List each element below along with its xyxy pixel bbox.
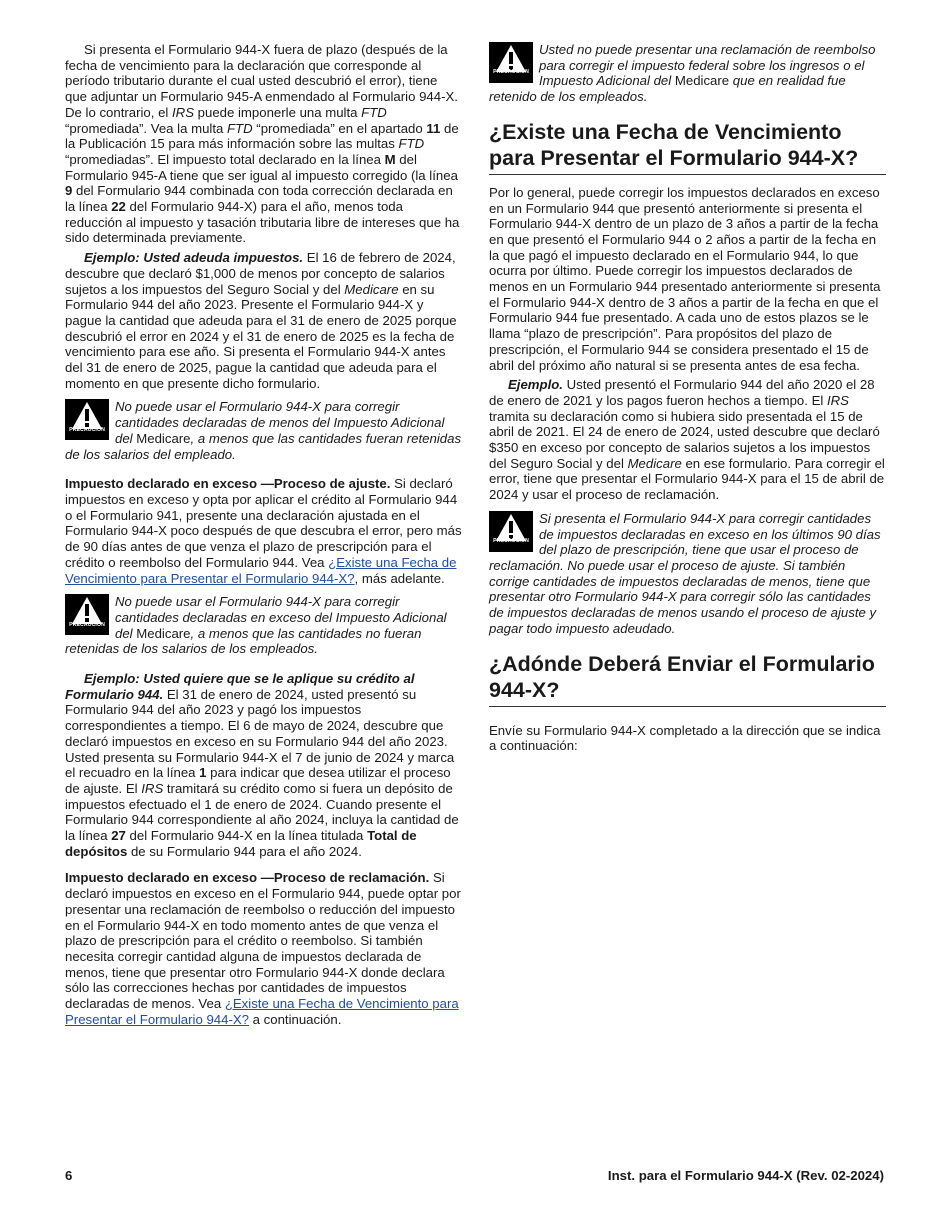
caution-icon: PRECAUCION [65, 399, 109, 440]
page-number: 6 [65, 1168, 73, 1183]
link-due-date-section[interactable]: ¿Existe una Fecha de Vencimiento para Presentar el Formulario 944-X? [65, 996, 459, 1027]
caution-icon: PRECAUCION [489, 511, 533, 552]
section-heading-due-date: ¿Existe una Fecha de Vencimiento para Presentar el Formulario 944-X? [489, 119, 886, 175]
paragraph-statute-of-limitations: Por lo general, puede corregir los impuestos declarados en exceso en un Formulario 944 que presentó anteriormente si presenta el Formulario 944-X dentro de un plazo de 3 años a partir de la fecha en que presentó el Formulario 944 o 2 años a partir de la fecha en la que pagó el impuesto declarado en el Formulario 944, lo que ocurra por último. Puede corregir los impuestos declarados de menos en un Formulario 944 presentado anteriormente si presenta el Formulario 944-X dentro de 3 años a partir de la fecha en que el Formulario 944 fue presentado. A cada uno de estos plazos se le llama “plazo de prescripción”. Para propósitos del plazo de prescripción, el Formulario 944 se considera presentado el 15 de abril del próximo año natural si se presenta antes de esa fecha. [489, 184, 881, 373]
caution-note: PRECAUCION Si presenta el Formulario 944-X para corregir cantidades de impuestos declaradas en exceso en los últimos 90 días del plazo de prescripción, tiene que usar el proceso de reclamación. No puede usar el proceso de ajuste. Si también corrige cantidades de impuestos declaradas de menos, tiene que presentar otro Formulario 944-X para corregir sólo las cantidades de impuestos declaradas de menos usando el proceso de ajuste y pagar todo impuesto adeudado. [489, 510, 881, 636]
link-due-date-section[interactable]: ¿Existe una Fecha de Vencimiento para Presentar el Formulario 944-X? [65, 554, 457, 586]
left-column [65, 42, 462, 1031]
caution-note: PRECAUCION No puede usar el Formulario 944-X para corregir cantidades declaradas en exceso del Impuesto Adicional del Medicare, a menos que las cantidades no fueran retenidas de los salarios de los empleados. [65, 594, 447, 657]
paragraph-late-filing: Si presenta el Formulario 944-X fuera de plazo (después de la fecha de vencimiento para la declaración que corresponde al período tributario durante el cual usted descubrió el error), tiene que adjuntar un Formulario 945-A enmendado al Formulario 944-X. De lo contrario, el IRS puede imponerle una multa FTD “promediada”. Vea la multa FTD “promediada” en el apartado 11 de la Publicación 15 para más información sobre las multas FTD “promediadas”. El impuesto total declarado en la línea M del Formulario 945-A tiene que ser igual al impuesto corregido (la línea 9 del Formulario 944 combinada con toda corrección declarada en la línea 22 del Formulario 944-X) para el año, menos toda reducción al impuesto y tasación tributaria libre de intereses que ha sido determinada previamente. [65, 42, 460, 246]
right-column [489, 42, 886, 758]
paragraph-example-owe-tax: Ejemplo: Usted adeuda impuestos. El 16 de febrero de 2024, descubre que declaró $1,000 de menos por concepto de salarios sujetos a los impuestos del Seguro Social y del Medicare en su Formulario 944 del año 2023. Presente el Formulario 944-X y pague la cantidad que adeuda para el 31 de enero de 2025 porque descubrió el error en 2024 y el 31 de enero de 2025 es la fecha de vencimiento para ese año. Si presenta el Formulario 944-X antes del 31 de enero de 2025, pague la cantidad que adeuda para el momento en que presente dicho formulario. [65, 250, 457, 391]
paragraph-example-credit: Ejemplo: Usted quiere que se le aplique su crédito al Formulario 944. El 31 de enero de 2024, usted presentó su Formulario 944 del año 2023 y pagó los impuestos correspondientes a tiempo. El 6 de mayo de 2024, descubre que declaró impuestos en exceso en su Formulario 944 del año 2023. Usted presenta su Formulario 944-X el 7 de junio de 2024 y marca el recuadro en la línea 1 para indicar que desea utilizar el proceso de ajuste. El IRS tramitará su crédito como si fuera un depósito de impuestos efectuado el 1 de enero de 2024. Cuando presente el Formulario 944 correspondiente al año 2024, incluya la cantidad de la línea 27 del Formulario 944-X en la línea titulada Total de depósitos de su Formulario 944 para el año 2024. [65, 671, 459, 859]
paragraph-example-claim: Ejemplo. Usted presentó el Formulario 944 del año 2020 el 28 de enero de 2021 y los pagos fueron hechos a tiempo. El IRS tramita su declaración como si hubiera sido presentada el 15 de abril de 2021. El 24 de enero de 2024, usted descubre que declaró $350 en exceso por concepto de salarios sujetos a los impuestos del Seguro Social y del Medicare en ese formulario. Para corregir el error, tiene que presentar el Formulario 944-X para el 15 de abril de 2024 y usar el proceso de reclamación. [489, 377, 885, 503]
caution-icon: PRECAUCION [489, 42, 533, 83]
paragraph-adjustment-process: Impuesto declarado en exceso —Proceso de ajuste. Si declaró impuestos en exceso y opta por aplicar el crédito al Formulario 944 o el Formulario 941, presente una declaración ajustada en el Formulario 944-X poco después de que descubra el error, pero más de 90 días antes de que venza el plazo de prescripción para el crédito o reembolso del Formulario 944. Vea ¿Existe una Fecha de Vencimiento para Presentar el Formulario 944-X?, más adelante. [65, 476, 462, 586]
caution-note: PRECAUCION No puede usar el Formulario 944-X para corregir cantidades declaradas de menos del Impuesto Adicional del Medicare, a menos que las cantidades fueran retenidas de los salarios del empleado. [65, 399, 462, 462]
form-title-footer: Inst. para el Formulario 944-X (Rev. 02-2024) [607, 1168, 884, 1183]
caution-icon: PRECAUCION [65, 594, 109, 635]
caution-note: PRECAUCION Usted no puede presentar una reclamación de reembolso para corregir el impuesto federal sobre los ingresos o el Impuesto Adicional del Medicare que en realidad fue retenido de los empleados. [489, 42, 876, 105]
section-heading-where-to-file: ¿Adónde Deberá Enviar el Formulario 944-X? [489, 651, 886, 707]
paragraph-claim-process: Impuesto declarado en exceso —Proceso de reclamación. Si declaró impuestos en exceso en el Formulario 944, puede optar por presentar una reclamación de reembolso o reducción del impuesto en el Formulario 944-X en todo momento antes de que venza el plazo de prescripción para el crédito o reembolso. Si también necesita corregir cantidad alguna de impuestos declarada de menos, tiene que presentar otro Formulario 944-X donde declara sólo las correcciones hechas por cantidades de impuestos declaradas de menos. Vea ¿Existe una Fecha de Vencimiento para Presentar el Formulario 944-X? a continuación. [65, 870, 461, 1027]
paragraph-mailing-address: Envíe su Formulario 944-X completado a la dirección que se indica a continuación: [489, 722, 881, 754]
